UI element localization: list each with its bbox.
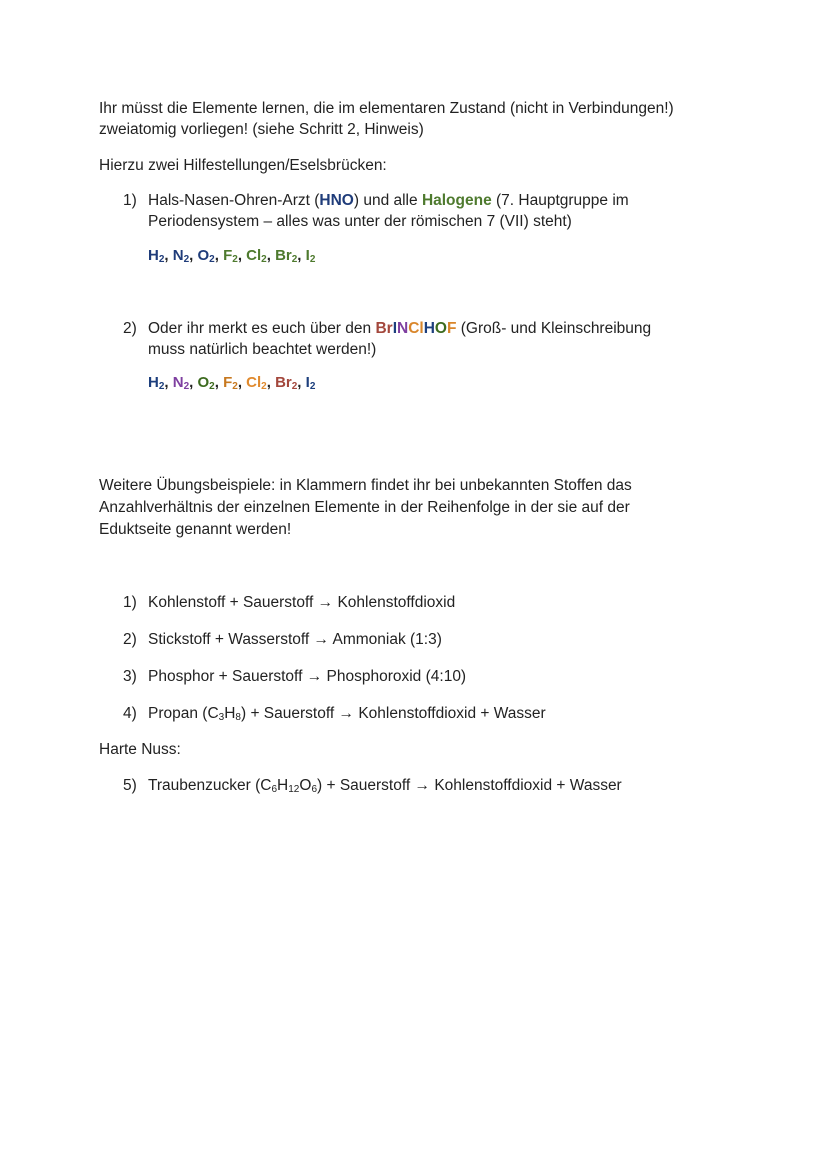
exercise-5-number: 5) bbox=[123, 777, 137, 794]
mnemonic-2-number: 2) bbox=[123, 320, 137, 337]
document-page: Ihr müsst die Elemente lernen, die im elementaren Zustand (nicht in Verbindungen!) zweiatomig vorliegen! (siehe Schritt 2, Hinweis) Hierzu zwei Hilfestellungen/Eselsbrücken: 1) Hals-Nasen-Ohren-Arzt (HNO) und alle Halogene (7. Hauptgruppe im Periodensystem – alles was unter der römischen 7 (VII) steht) $H_2$, $N_2$, $O_2$, $F_2$, $Cl_2$, $Br_2$, $I_2$ 2) Oder ihr merkt es euch über den BrINClHOF (Groß- und Kleinschreibung muss natürlich beachtet werden!) $H_2$, $N_2$, $O_2$, $F_2$, $Cl_2$, $Br_2$, $I_2$ Weitere Übungsbeispiele: in Klammern findet ihr bei unbekannten Stoffen das Anzahlverhältnis der einzelnen Elemente in der Reihenfolge in der sie auf der Eduktseite genannt werden! 1) Kohlenstoff + Sauerstoff → Kohlenstoffdioxid 2) Stickstoff + Wasserstoff → Ammoniak (1:3) 3) Phosphor + Sauerstoff → Phosphoroxid (4:10) 4) Propan (C3H8) + Sauerstoff → Kohlenstoffdioxid + Wasser Harte Nuss: 5) Traubenzucker (C6H12O6) + Sauerstoff → Kohlenstoffdioxid + Wasser bbox=[0, 0, 828, 1171]
formula-list-2: $H_2$, $N_2$, $O_2$, $F_2$, $Cl_2$, $Br_2$, $I_2$ bbox=[148, 374, 316, 392]
m2-text-after: (Groß- und Kleinschreibung bbox=[456, 320, 652, 337]
halogene-highlight: Halogene bbox=[421, 192, 492, 209]
exercise-2-number: 2) bbox=[123, 631, 137, 648]
formula-n2: $N_2$ bbox=[172, 247, 190, 265]
formula-o2-colored: $O_2$ bbox=[197, 374, 215, 392]
exercises-intro-line-1: Weitere Übungsbeispiele: in Klammern findet ihr bei unbekannten Stoffen das bbox=[99, 477, 632, 494]
hard-nut-label: Harte Nuss: bbox=[99, 741, 181, 758]
arrow-icon: → bbox=[306, 668, 323, 685]
arrow-icon: → bbox=[313, 631, 330, 648]
intro-line-2: zweiatomig vorliegen! (siehe Schritt 2, Hinweis) bbox=[99, 121, 424, 138]
mnemonic-2-line-2: muss natürlich beachtet werden!) bbox=[148, 341, 377, 358]
formula-cl2-colored: $Cl_2$ bbox=[246, 374, 267, 392]
arrow-icon: → bbox=[414, 777, 431, 794]
formula-n2-colored: $N_2$ bbox=[172, 374, 190, 392]
formula-o2: $O_2$ bbox=[197, 247, 215, 265]
mnemonic-1-text bbox=[148, 190, 728, 232]
m1-text-before: Hals-Nasen-Ohren-Arzt ( bbox=[148, 192, 320, 209]
formula-i2: $I_2$ bbox=[305, 247, 316, 265]
m2-text-before: Oder ihr merkt es euch über den bbox=[148, 320, 376, 337]
formula-f2: $F_2$ bbox=[223, 247, 238, 265]
formula-i2-colored: $I_2$ bbox=[305, 374, 316, 392]
hno-highlight: HNO bbox=[319, 192, 354, 209]
exercise-4-number: 4) bbox=[123, 705, 137, 722]
formula-br2-colored: $Br_2$ bbox=[275, 374, 298, 392]
intro-line-1: Ihr müsst die Elemente lernen, die im elementaren Zustand (nicht in Verbindungen!) bbox=[99, 100, 674, 117]
m1-text-after: (7. Hauptgruppe im bbox=[491, 192, 629, 209]
formula-cl2: $Cl_2$ bbox=[246, 247, 267, 265]
mnemonic-1-line-2: Periodensystem – alles was unter der römischen 7 (VII) steht) bbox=[148, 213, 572, 230]
exercise-3-number: 3) bbox=[123, 668, 137, 685]
formula-list-1: $H_2$, $N_2$, $O_2$, $F_2$, $Cl_2$, $Br_2$, $I_2$ bbox=[148, 247, 316, 265]
formula-f2-colored: $F_2$ bbox=[223, 374, 238, 392]
hint-heading: Hierzu zwei Hilfestellungen/Eselsbrücken: bbox=[99, 157, 387, 174]
arrow-icon: → bbox=[317, 594, 334, 611]
mnemonic-2-text bbox=[148, 318, 728, 360]
formula-h2: $H_2$ bbox=[148, 247, 165, 265]
mnemonic-1-number: 1) bbox=[123, 192, 137, 209]
exercise-1-number: 1) bbox=[123, 594, 137, 611]
formula-br2: $Br_2$ bbox=[275, 247, 298, 265]
exercises-intro-line-2: Anzahlverhältnis der einzelnen Elemente in der Reihenfolge in der sie auf der bbox=[99, 499, 630, 516]
brinclhof-word: BrINClHOF bbox=[375, 320, 457, 337]
exercises-intro-line-3: Eduktseite genannt werden! bbox=[99, 521, 292, 538]
m1-text-mid: ) und alle bbox=[353, 192, 422, 209]
arrow-icon: → bbox=[338, 705, 354, 722]
formula-h2-colored: $H_2$ bbox=[148, 374, 165, 392]
